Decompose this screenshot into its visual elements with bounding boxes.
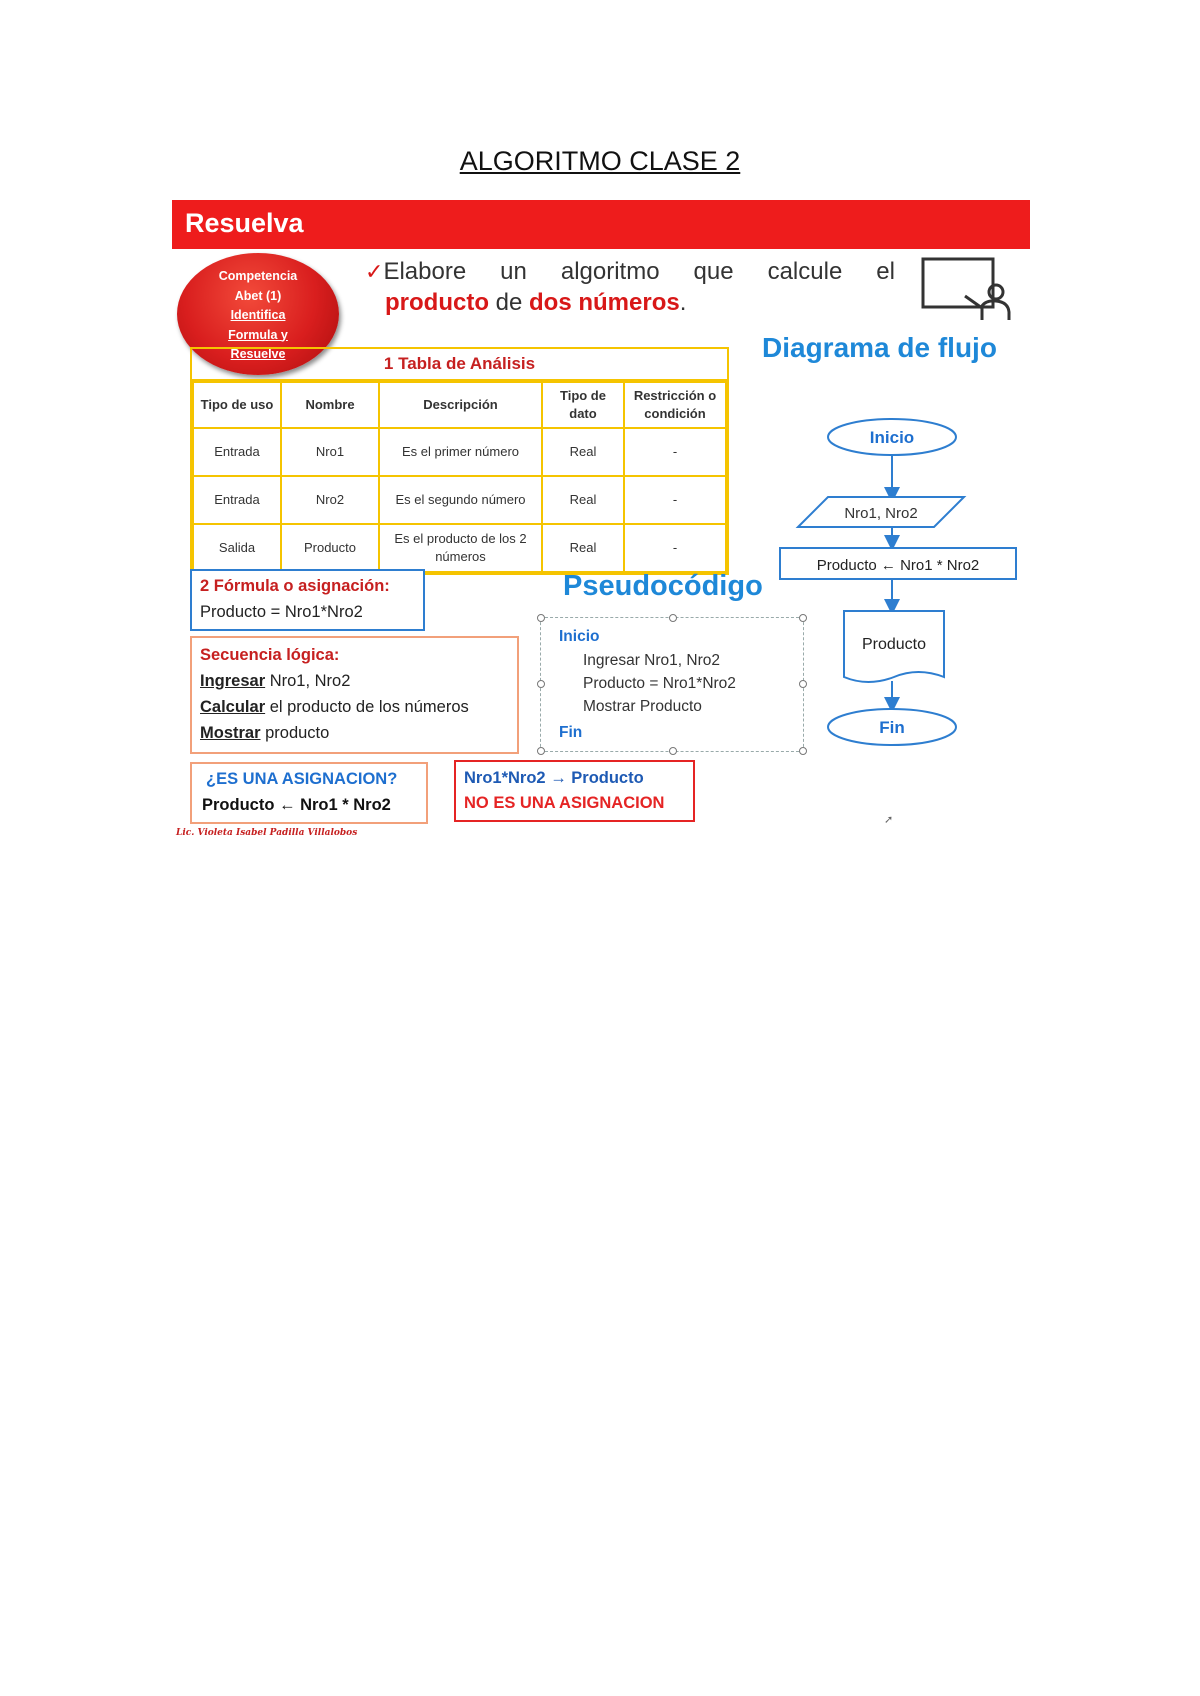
column-header: Tipo de uso [193,382,281,428]
not-assignment-label: NO ES UNA ASIGNACION [464,794,665,812]
table-cell: Nro2 [281,476,379,524]
sequence-text: el producto de los números [265,698,469,716]
not-assignment-box [454,760,695,822]
pseudocode-start: Inicio [559,628,600,645]
flow-process-node [780,548,1016,579]
sequence-step [200,724,329,743]
column-header: Restricción o condición [624,382,726,428]
check-icon: ✓ [365,259,384,284]
assignment-example: Producto ← Nro1 * Nro2 [202,796,391,814]
table-row [193,476,726,524]
badge-line: Competencia [218,269,298,283]
sequence-title: Secuencia lógica: [200,646,340,664]
flow-input-node [798,497,964,527]
table-cell: Salida [193,524,281,572]
task-line-2 [365,287,895,318]
task-word: algoritmo [560,258,660,285]
slide-banner [172,200,1030,249]
formula-value: Producto = Nro1*Nro2 [200,603,363,621]
task-fragment: . [679,289,687,316]
column-header: Nombre [281,382,379,428]
analysis-table [190,347,729,575]
pseudocode-line: Ingresar Nro1, Nro2 [583,652,720,669]
mouse-cursor-icon: ➚ [884,814,894,826]
flow-end-node [828,709,956,745]
task-word: el [876,258,895,285]
assignment-question: ¿ES UNA ASIGNACION? [206,770,398,788]
selection-handle[interactable] [537,680,545,688]
assignment-question-box [190,762,428,824]
banner-title: Resuelva [185,208,304,238]
task-fragment: de [488,289,530,316]
badge-line: Resuelve [230,347,286,361]
table-cell: - [624,476,726,524]
selection-handle[interactable] [537,747,545,755]
sequence-verb: Calcular [200,698,266,716]
badge-line: Identifica [230,308,286,322]
table-header-row [193,382,726,428]
flowchart-title: Diagrama de flujo [762,332,997,363]
formula-title: 2 Fórmula o asignación: [200,577,390,595]
sequence-verb: Mostrar [200,724,261,742]
pseudocode-box [540,617,804,752]
table-cell: Es el producto de los 2 números [379,524,542,572]
task-statement [365,256,895,318]
document-title: ALGORITMO CLASE 2 [459,146,741,176]
slide-image [172,200,1030,845]
pseudocode-line: Producto = Nro1*Nro2 [583,675,736,692]
flow-output-label: Producto [861,636,927,653]
flow-output-node [844,611,944,682]
task-word: calcule [767,258,843,285]
table-cell: Entrada [193,428,281,476]
author-credit: Lic. Violeta Isabel Padilla Villalobos [176,828,358,838]
table-row [193,524,726,572]
selection-handle[interactable] [669,747,677,755]
flowchart [768,415,1022,785]
column-header: Tipo de dato [542,382,624,428]
table-cell: - [624,524,726,572]
selection-handle[interactable] [669,614,677,622]
sequence-step [200,672,350,691]
pseudocode-line: Mostrar Producto [583,698,702,715]
task-line-1 [365,256,895,287]
task-word: Elabore [383,258,467,285]
selection-handle[interactable] [537,614,545,622]
flow-input-label: Nro1, Nro2 [844,505,918,522]
sequence-verb: Ingresar [200,672,266,690]
table-cell: Real [542,476,624,524]
analysis-table-title: 1 Tabla de Análisis [192,349,727,381]
table-cell: Es el segundo número [379,476,542,524]
formula-box [190,569,425,631]
table-cell: Real [542,428,624,476]
table-row [193,428,726,476]
pseudocode-end: Fin [559,724,583,741]
flow-start-node [828,419,956,455]
sequence-text: producto [260,724,330,742]
table-cell: - [624,428,726,476]
task-word: que [693,258,734,285]
logic-sequence-box [190,636,519,754]
sequence-step [200,698,469,717]
table-cell: Es el primer número [379,428,542,476]
table-cell: Nro1 [281,428,379,476]
table-cell: Entrada [193,476,281,524]
not-assignment-example: Nro1*Nro2 → Producto [464,769,644,787]
column-header: Descripción [379,382,542,428]
sequence-text: Nro1, Nro2 [265,672,351,690]
table-cell: Producto [281,524,379,572]
flow-process-label: Producto ← Nro1 * Nro2 [816,557,980,574]
task-word: un [500,258,527,285]
badge-line: Formula y [228,327,288,342]
task-fragment: dos números [529,289,680,316]
whiteboard-teacher-icon [920,256,1012,322]
flow-end-label: Fin [879,718,905,737]
task-fragment: producto [385,289,489,316]
table-cell: Real [542,524,624,572]
badge-line: Abet (1) [234,288,282,303]
pseudocode-title: Pseudocódigo [563,570,763,602]
flow-start-label: Inicio [869,428,915,447]
